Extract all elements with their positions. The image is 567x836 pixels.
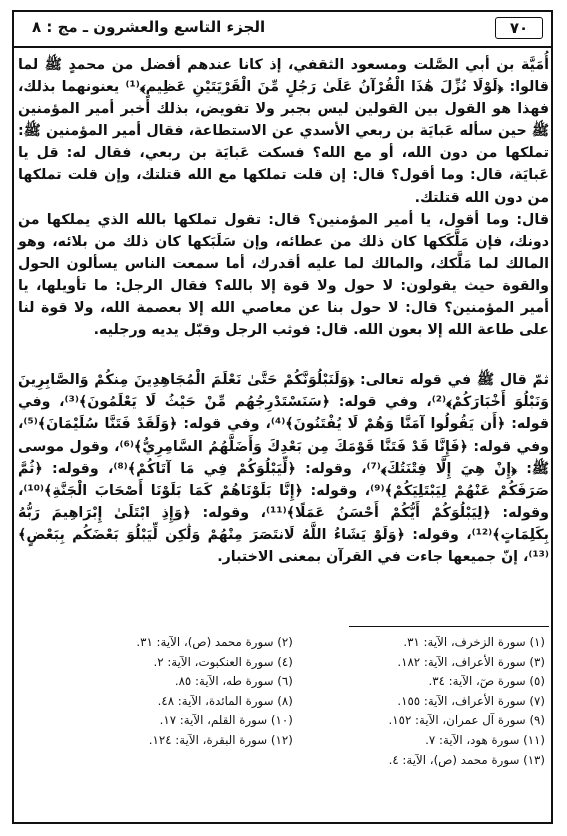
footnote: (٤) سورة العنكبوت، الآية: ٢.	[153, 654, 293, 669]
page-number: ٧٠	[495, 17, 543, 39]
footnote-row	[60, 672, 545, 692]
paragraph: أُمَيَّة بن أبي الصَّلت ومسعود الثقفي، إذ كانا عندهم أفضل من محمدٍ ﷺ لما قالوا: ﴿لَوْلَا نُزِّلَ هَٰذَا الْقُرْآنُ عَلَىٰ رَجُلٍ مِّنَ الْقَرْيَتَيْنِ عَظِيمٍ﴾⁽¹⁾ يعنونهما بذلك، فهذا هو القول بين القولين ليس بجبر ولا تفويض، بذلك أخبر أمير المؤمنين ﷺ حين سأله عَبايَة بن ربعي الأسدي عن الاستطاعة، فقال أمير المؤمنين ﷺ: تملكها من دون الله، أو مع الله؟ فسكت عَبايَة بن ربعي، فقال له: قل يا عَبايَة، قال: وما أقول؟ قال: إن قلت تملكها مع الله قتلتك، وإن قلت تملكها من دون الله قتلتك.	[18, 57, 549, 206]
footnotes	[60, 633, 545, 770]
footnote-row	[60, 731, 545, 751]
footnote: (٣) سورة الأعراف، الآية: ١٨٢.	[397, 654, 545, 669]
footnote: (١٣) سورة محمد (ص)، الآية: ٤.	[388, 752, 545, 767]
footnote-row	[60, 692, 545, 712]
footnote: (٥) سورة صٓ، الآية: ٣٤.	[428, 674, 545, 689]
footnote: (٢) سورة محمد (ص)، الآية: ٣١.	[136, 635, 293, 649]
footnote: (٩) سورة آل عمران، الآية: ١٥٢.	[388, 713, 545, 728]
page-header	[14, 12, 551, 48]
footnote: (٨) سورة المائدة، الآية: ٤٨.	[157, 693, 293, 708]
footnote: (١) سورة الزخرف، الآية: ٣١.	[403, 635, 545, 649]
footnote-row	[60, 653, 545, 673]
running-title: الجزء التاسع والعشرون ـ مج : ٨	[32, 18, 266, 36]
footnote: (٦) سورة طه، الآية: ٨٥.	[174, 674, 293, 689]
footnote: (١١) سورة هود، الآية: ٧.	[425, 732, 545, 747]
paragraph: قال: وما أقول، يا أمير المؤمنين؟ قال: تقول تملكها بالله الذي يملكها من دونك، فإن مَلَّكَكها كان ذلك من عطائه، وإن سَلَبَكها كان ذلك من بلائه، وهو المالك لما مَلَّكك، والمالك لما عليه أقدرك، أما سمعت الناس يسألون الحول والقوة حيث يقولون: لا حول ولا قوة إلا بالله؟ فقال الرجل: ما تأويلها، يا أمير المؤمنين؟ قال: لا حول بنا عن معاصي الله إلا بعصمة الله، ولا قوة لنا على طاعة الله إلا بعون الله. قال: فوثب الرجل وقبّل يديه ورجليه.	[18, 211, 549, 339]
footnote	[60, 751, 293, 771]
paragraph: ثمّ قال ﷺ في قوله تعالى: ﴿وَلَنَبْلُوَنَّكُمْ حَتَّىٰ نَعْلَمَ الْمُجَاهِدِينَ مِنكُمْ وَالصَّابِرِينَ وَنَبْلُوَ أَخْبَارَكُمْ﴾⁽²⁾، وفي قوله: ﴿سَنَسْتَدْرِجُهُم مِّنْ حَيْثُ لَا يَعْلَمُونَ﴾⁽³⁾، وفي قوله: ﴿أَن يَقُولُوا آمَنَّا وَهُمْ لَا يُفْتَنُونَ﴾⁽⁴⁾، وفي قوله: ﴿وَلَقَدْ فَتَنَّا سُلَيْمَانَ﴾⁽⁵⁾، وفي قوله: ﴿فَإِنَّا قَدْ فَتَنَّا قَوْمَكَ مِن بَعْدِكَ وَأَضَلَّهُمُ السَّامِرِيُّ﴾⁽⁶⁾، وقول موسى ﷺ: ﴿إِنْ هِيَ إِلَّا فِتْنَتُكَ﴾⁽⁷⁾، وقوله: ﴿لِّيَبْلُوَكُمْ فِي مَا آتَاكُمْ﴾⁽⁸⁾، وقوله: ﴿ثُمَّ صَرَفَكُمْ عَنْهُمْ لِيَبْتَلِيَكُمْ﴾⁽⁹⁾، وقوله: ﴿إِنَّا بَلَوْنَاهُمْ كَمَا بَلَوْنَا أَصْحَابَ الْجَنَّةِ﴾⁽¹⁰⁾، وقوله: ﴿لِيَبْلُوَكُمْ أَيُّكُمْ أَحْسَنُ عَمَلًا﴾⁽¹¹⁾، وقوله: ﴿وَإِذِ ابْتَلَىٰ إِبْرَاهِيمَ رَبُّهُ بِكَلِمَاتٍ﴾⁽¹²⁾، وقوله: ﴿وَلَوْ يَشَاءُ اللَّهُ لَانتَصَرَ مِنْهُمْ وَلَٰكِن لِّيَبْلُوَ بَعْضَكُم بِبَعْضٍ﴾⁽¹³⁾، إنّ جميعها جاءت في القرآن بمعنى الاختبار.	[18, 372, 550, 565]
footnote: (١٠) سورة القلم، الآية: ١٧.	[159, 713, 293, 728]
main-text	[18, 54, 549, 568]
footnote-row	[60, 751, 545, 771]
footnote-row	[60, 633, 545, 653]
footnote-separator	[349, 626, 549, 627]
footnote-row	[60, 711, 545, 731]
footnote: (١٢) سورة البقرة، الآية: ١٢٤.	[148, 732, 293, 747]
footnote: (٧) سورة الأعراف، الآية: ١٥٥.	[397, 693, 545, 708]
paragraph-gap	[18, 341, 549, 369]
